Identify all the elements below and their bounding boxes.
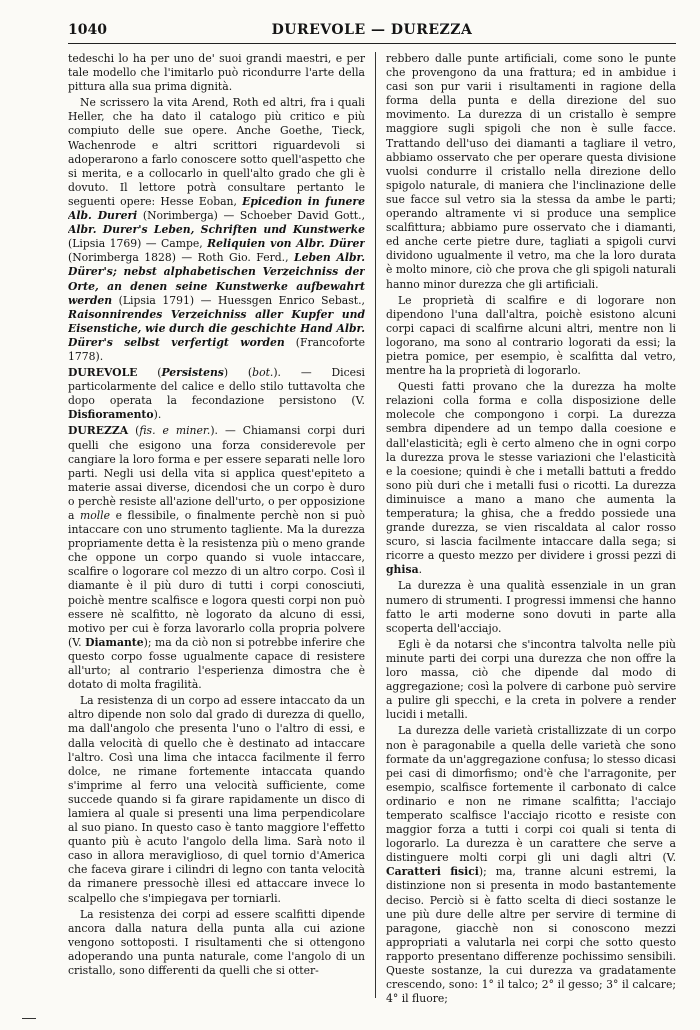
paragraph: Le proprietà di scalfire e di logorare non dipendono l'una dall'altra, poichè esistono alcuni corpi capaci di scalfirne alcuni altri, mentre non li logorano, ma sono al contrario logorati da essi; la pietra pomice, per esempio, è scalfitta dal vetro, mentre ha la proprietà di logorarlo. bbox=[386, 293, 676, 378]
margin-mark bbox=[22, 1018, 36, 1019]
page-number: 1040 bbox=[68, 22, 107, 38]
running-title: DUREVOLE — DUREZZA bbox=[271, 22, 473, 38]
cross-reference: Disfioramento bbox=[68, 408, 154, 422]
column-divider bbox=[375, 52, 376, 998]
paragraph: tedeschi lo ha per uno de' suoi grandi maestri, e per tale modello che l'imitarlo può ricondurre l'arte della pittura alla sua prima dignità. bbox=[68, 52, 365, 94]
paragraph: Ne scrissero la vita Arend, Roth ed altri, fra i quali Heller, che ha dato il catalogo più critico e più compiuto delle sue opere. Anche Goethe, Tieck, Wachenrode e altri scrittori riguardevoli si adoperarono a farlo conoscere sotto quell'aspetto che si merita, e a collocarlo in quell'alto grado che gli è dovuto. Il lettore potrà consultare pertanto le seguenti opere: Hesse Eoban, Epicedion in funere Alb. Dureri (Norimberga) — Schoeber David Gott., Albr. Durer's Leben, Schriften und Kunstwerke (Lipsia 1769) — Campe, Reliquien von Albr. Dürer (Norimberga 1828) — Roth Gio. Ferd., Leben Albr. Dürer's; nebst alphabetischen Verzeichniss der Orte, an denen seine Kunstwerke aufbewahrt werden (Lipsia 1791) — Huessgen Enrico Sebast., Raisonnirendes Verzeichniss aller Kupfer und Eisenstiche, wie durch die geschichte Hand Albr. Dürer's selbst verfertigt worden (Francoforte 1778). bbox=[68, 96, 365, 363]
paragraph: Questi fatti provano che la durezza ha molte relazioni colla forma e colla disposizione delle molecole che compongono i corpi. La durezza sembra dipendere ad un tempo dalla coesione e dall'elasticità; egli è certo almeno che in ogni corpo la durezza prova le stesse variazioni che l'elasticità e la coesione; quindi è che i metalli battuti a freddo sono più duri che i metalli fusi o ricotti. La durezza diminuisce a mano a mano che aumenta la temperatura; la ghisa, che a freddo possiede una grande durezza, se vien riscaldata al calor rosso scuro, si lascia facilmente intaccare dalla sega; si ricorre a questo mezzo per dividere i grossi pezzi di ghisa. bbox=[386, 380, 676, 577]
entry-durevole: DUREVOLE (Persistens) (bot.). — Dicesi particolarmente del calice e dello stilo tuttavolta che dopo operata la fecondazione persistono (V. Disfioramento). bbox=[68, 366, 365, 422]
paragraph: La resistenza dei corpi ad essere scalfitti dipende ancora dalla natura della punta alla cui azione vengono sottoposti. I risultamenti che si ottengono adoperando una punta naturale, come l'angolo di un cristallo, sono differenti da quelli che si otter- bbox=[68, 907, 365, 977]
paragraph: La durezza è una qualità essenziale in un gran numero di strumenti. I progressi immensi che hanno fatto le arti moderne sono dovuti in parte alla scoperta dell'acciajo. bbox=[386, 579, 676, 635]
paragraph: Egli è da notarsi che s'incontra talvolta nelle più minute parti dei corpi una durezza che non offre la loro massa, ciò che dipende dal modo di aggregazione; così la polvere di carbone può servire a pulire gli specchi, e la creta in polvere a render lucidi i metalli. bbox=[386, 637, 676, 722]
page-header bbox=[68, 20, 676, 44]
cross-reference: Diamante bbox=[85, 635, 144, 649]
header-rule bbox=[68, 43, 676, 44]
entry-headword: DUREZZA bbox=[68, 424, 129, 438]
cross-reference: Caratteri fisici bbox=[386, 865, 479, 879]
paragraph: La durezza delle varietà cristallizzate di un corpo non è paragonabile a quella delle varietà che sono formate da un'aggregazione confusa; lo stesso dicasi pei casi di dimorfismo; ond'è che l'arragonite, per esempio, scalfisce fortemente il carbonato di calce ordinario e non ne rimane scalfitta; l'acciajo temperato scalfisce l'acciajo ricotto e resiste con maggior forza a tutti i corpi coi quali si tenta di logorarlo. La durezza è un carattere che serve a distinguere molti corpi gli uni dagli altri (V. Caratteri fisici); ma, tranne alcuni estremi, la distinzione non si presenta in modo bastantemente deciso. Perciò si è fatto scelta di dieci sostanze le une più dure delle altre per servire di termine di paragone, giacchè non si conoscono mezzi appropriati a valutarla nei corpi che sotto questo rapporto presentano differenze pochissimo sensibili. Queste sostanze, la cui durezza va gradatamente crescendo, sono: 1° il talco; 2° il gesso; 3° il calcare; 4° il fluore; bbox=[386, 724, 676, 1006]
left-column bbox=[68, 52, 365, 1012]
entry-headword: DUREVOLE bbox=[68, 366, 138, 380]
right-column bbox=[386, 52, 676, 1012]
paragraph: La resistenza di un corpo ad essere intaccato da un altro dipende non solo dal grado di durezza di quello, ma dall'angolo che presenta l'uno o l'altro di essi, e dalla velocità di quello che è destinato ad intaccare l'altro. Così una lima che intacca facilmente il ferro dolce, ne rimane fortemente intaccata quando s'imprime al ferro una velocità sufficiente, come succede quando si fa girare rapidamente un disco di lamiera al quale si presenti una lima perpendicolare al suo piano. In questo caso è tanto maggiore l'effetto quanto più è acuto l'angolo della lima. Sarà noto il caso in allora meraviglioso, di quel tornio d'America che faceva girare i cilindri di legno con tanta velocità da rimanere pressochè illesi ed attaccare invece lo scalpello che s'impiegava per torniarli. bbox=[68, 694, 365, 905]
entry-durezza: DUREZZA (fis. e miner.). — Chiamansi corpi duri quelli che esigono una forza considerevole per cangiare la loro forma e per essere separati nelle loro parti. Negli usi della vita si applica quest'epiteto a materie assai diverse, dicendosi che un corpo è duro o perchè resiste all'azione dell'urto, o per opposizione a molle e flessibile, o finalmente perchè non si può intaccare con uno strumento tagliente. Ma la durezza propriamente detta è la resistenza più o meno grande che oppone un corpo quando si vuole intaccare, scalfire o logorare col mezzo di un altro corpo. Così il diamante è il più duro di tutti i corpi conosciuti, poichè mentre scalfisce e logora questi corpi non può essere nè scalfitto, nè logorato da alcuno di essi, motivo per cui è forza lavorarlo colla propria polvere (V. Diamante); ma da ciò non si potrebbe inferire che questo corpo fosse ugualmente capace di resistere all'urto; al contrario l'esperienza dimostra che è dotato di molta fragilità. bbox=[68, 424, 365, 692]
paragraph: rebbero dalle punte artificiali, come sono le punte che provengono da una frattura; ed in ambidue i casi son pur varii i risultamenti in ragione della forma della punta e della direzione del suo movimento. La durezza di un cristallo è sempre maggiore sugli spigoli che non è sulle facce. Trattando dell'uso dei diamanti a tagliare il vetro, abbiamo osservato che per operare questa divisione vuolsi condurre il cristallo nella direzione dello spigolo naturale, di maniera che l'inclinazione delle sue facce sul vetro sia la stessa da ambe le parti; operando altramente vi si produce una semplice scalfittura; abbiamo pure osservato che i diamanti, ed anche certe pietre dure, tagliati a spigoli curvi dividono ugualmente il vetro, ma che la loro durata è molto minore, ciò che prova che gli spigoli naturali hanno minor durezza che gli artificiali. bbox=[386, 52, 676, 291]
